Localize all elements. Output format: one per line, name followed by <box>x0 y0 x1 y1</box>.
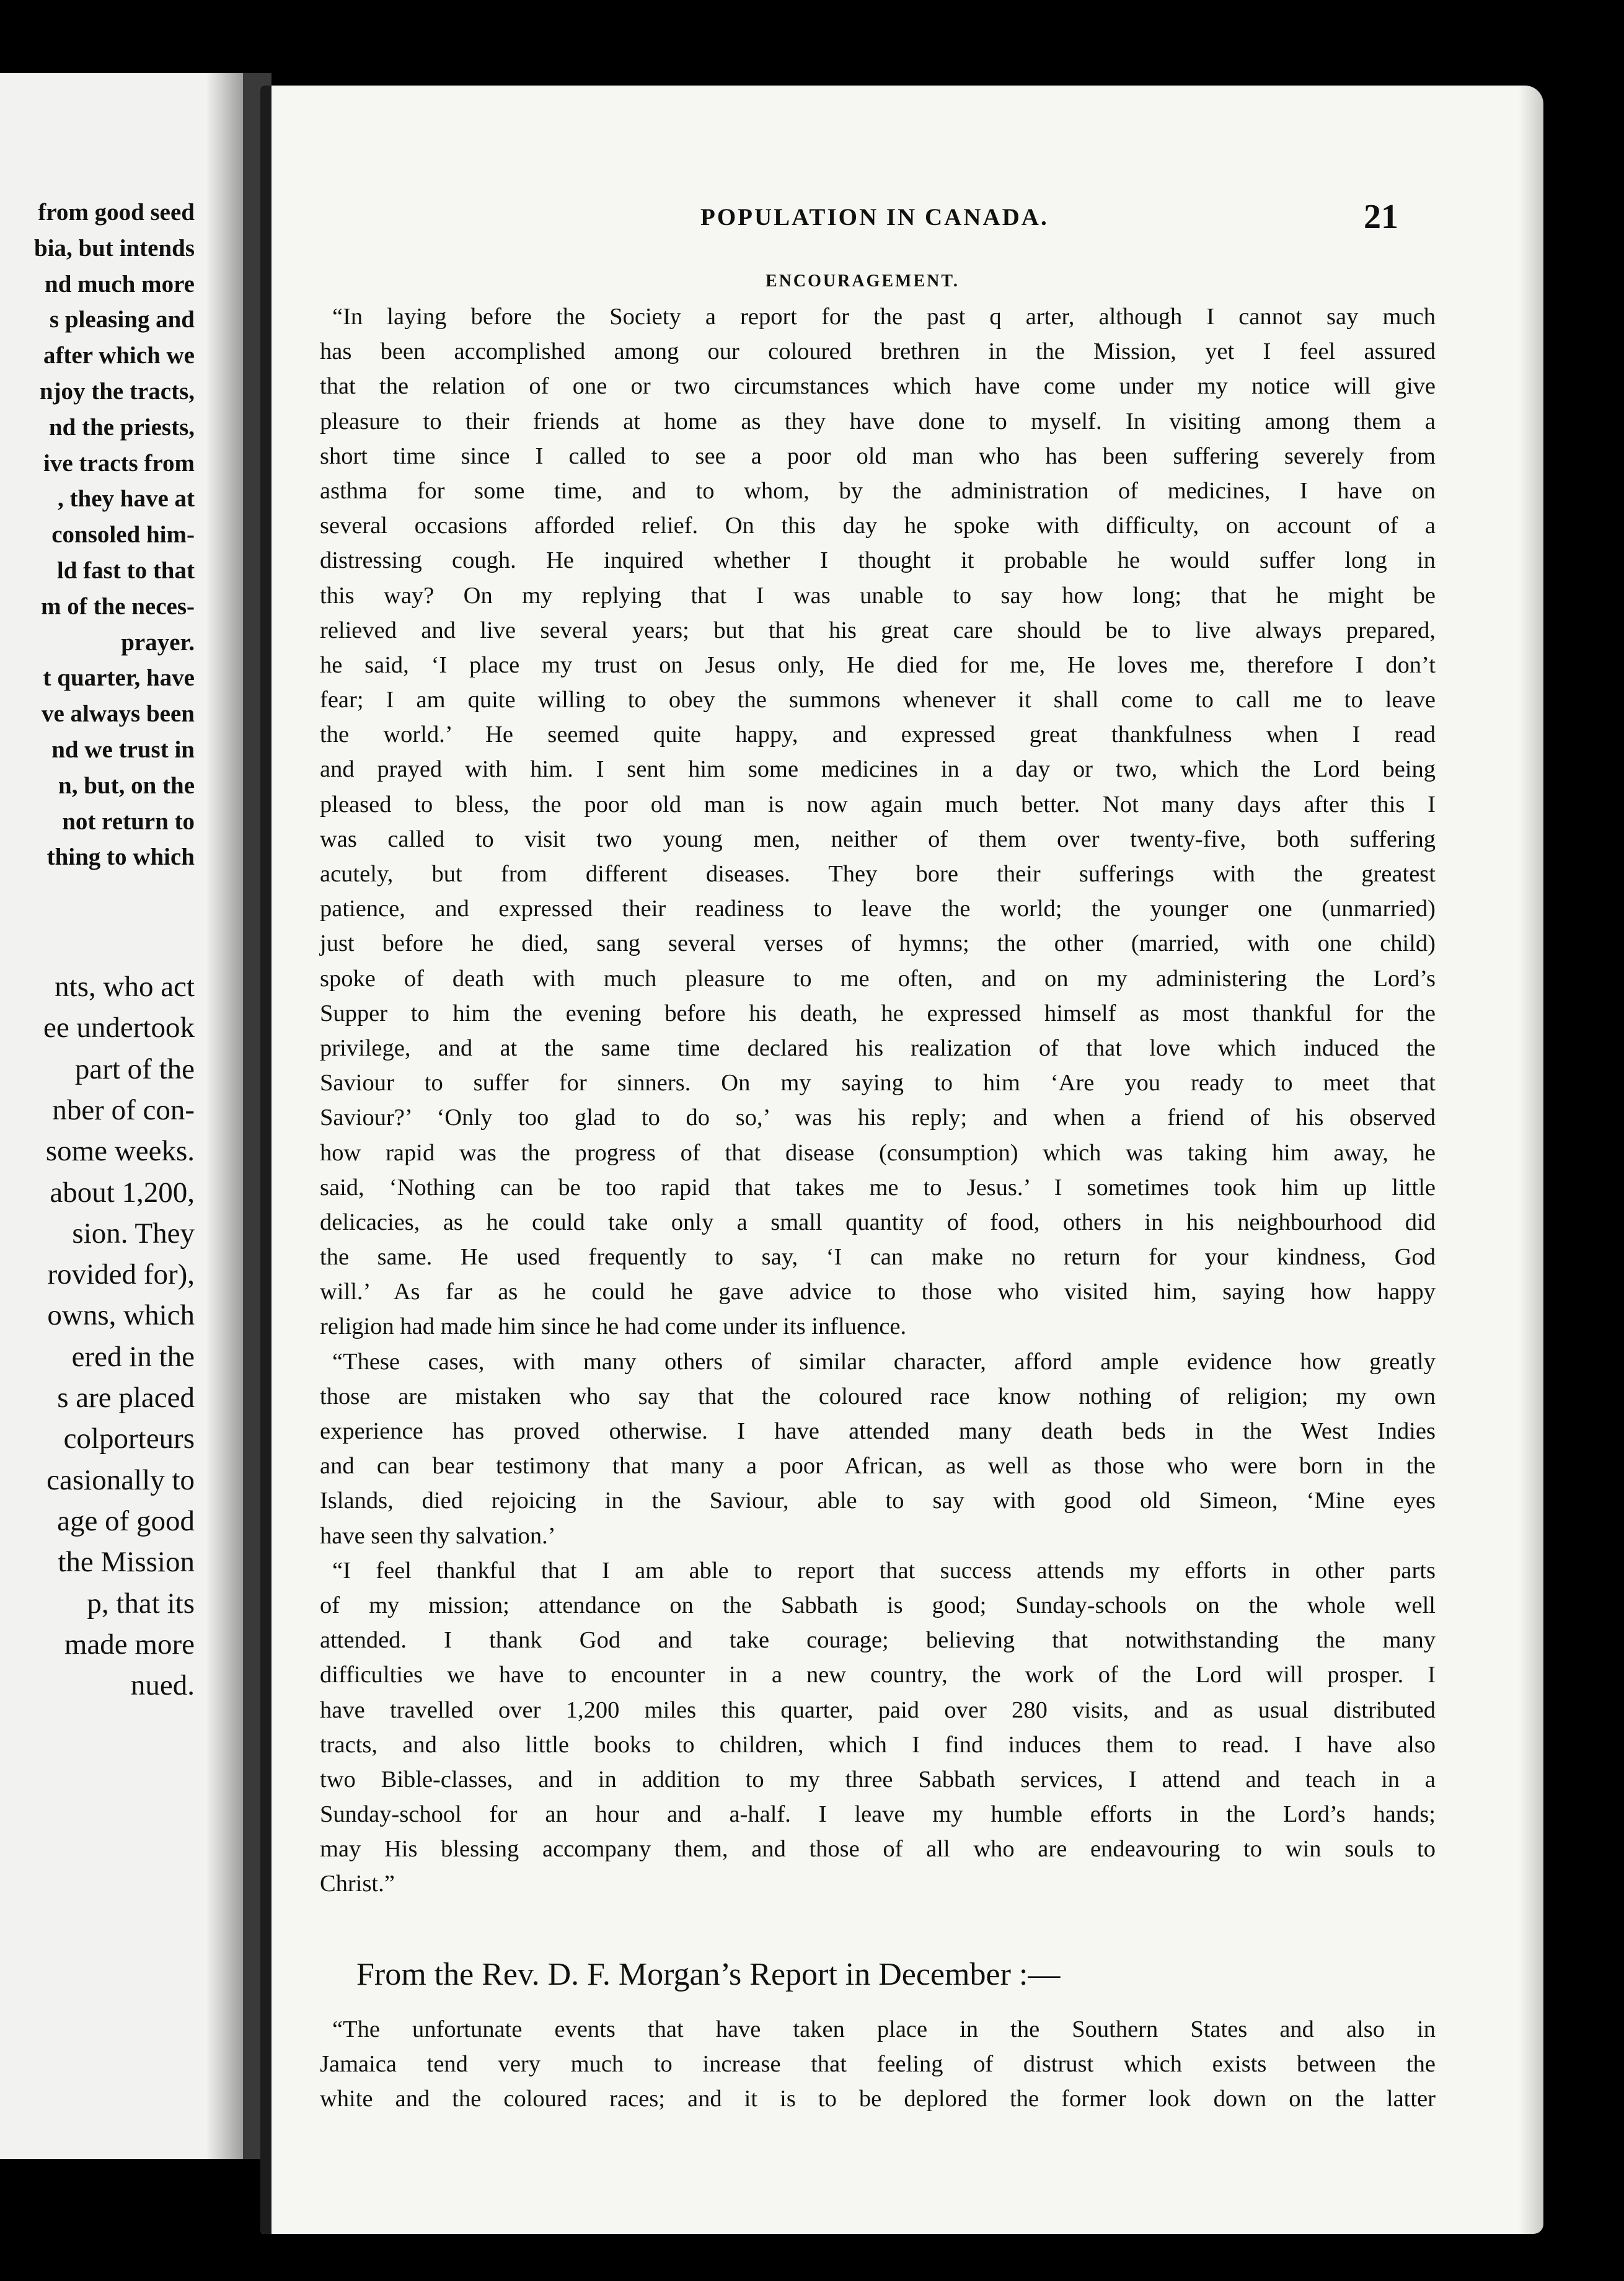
body-line: patience, and expressed their readiness to leave the world; the younger one (unmarried) <box>320 896 1436 922</box>
morgan-line: Jamaica tend very much to increase that feeling of distrust which exists between the <box>320 2051 1436 2078</box>
left-page-line: owns, which <box>47 1299 195 1332</box>
body-line: Islands, died rejoicing in the Saviour, able to say with good old Simeon, ‘Mine eyes <box>320 1488 1436 1514</box>
body-line: the same. He used frequently to say, ‘I can make no return for your kindness, God <box>320 1244 1436 1271</box>
body-line: acutely, but from different diseases. They bore their sufferings with the greatest <box>320 861 1436 887</box>
left-page-line: ered in the <box>71 1340 195 1373</box>
body-line: Supper to him the evening before his death, he expressed himself as most thankful for the <box>320 1000 1436 1026</box>
left-page-line: nd much more <box>45 270 195 298</box>
body-line: relieved and live several years; but that his great care should be to live always prepared, <box>320 617 1436 643</box>
page-edge-shadow <box>1519 86 1543 2234</box>
body-line: that the relation of one or two circumstances which have come under my notice will give <box>320 373 1436 400</box>
page-header <box>260 198 1543 247</box>
left-page-line: some weeks. <box>45 1135 195 1168</box>
body-line: privilege, and at the same time declared his realization of that love which induced the <box>320 1035 1436 1061</box>
body-line: the world.’ He seemed quite happy, and expressed great thankfulness when I read <box>320 721 1436 748</box>
report-body <box>320 299 1436 1902</box>
left-page-line: n, but, on the <box>58 772 195 799</box>
morgan-report-body <box>320 2012 1436 2117</box>
left-page-line: nts, who act <box>55 971 195 1003</box>
body-line: experience has proved otherwise. I have attended many death beds in the West Indies <box>320 1418 1436 1444</box>
body-line: Sunday-school for an hour and a-half. I leave my humble efforts in the Lord’s hands; <box>320 1801 1436 1828</box>
body-line: attended. I thank God and take courage; believing that notwithstanding the many <box>320 1627 1436 1654</box>
morgan-report-heading: From the Rev. D. F. Morgan’s Report in December :— <box>356 1957 1061 1992</box>
left-gutter-shadow <box>206 73 243 2159</box>
left-page-line: age of good <box>57 1504 195 1537</box>
left-page-line: m of the neces- <box>41 593 195 620</box>
page-number: 21 <box>1364 198 1398 236</box>
body-line: delicacies, as he could take only a small quantity of food, others in his neighbourhood did <box>320 1209 1436 1235</box>
running-title: POPULATION IN CANADA. <box>700 204 1049 231</box>
body-line: several occasions afforded relief. On this day he spoke with difficulty, on account of a <box>320 513 1436 539</box>
body-line: and can bear testimony that many a poor African, as well as those who were born in the <box>320 1453 1436 1480</box>
left-page-line: s are placed <box>57 1382 195 1414</box>
left-page-line: thing to which <box>46 844 195 871</box>
body-line: was called to visit two young men, neither of them over twenty-five, both suffering <box>320 826 1436 852</box>
body-line: this way? On my replying that I was unable to say how long; that he might be <box>320 582 1436 609</box>
page-fold <box>260 86 271 2234</box>
body-line: asthma for some time, and to whom, by the administration of medicines, I have on <box>320 477 1436 504</box>
body-line: have seen thy salvation.’ <box>320 1522 556 1549</box>
left-page-line: rovided for), <box>47 1258 195 1291</box>
left-page-line: the Mission <box>58 1546 195 1579</box>
morgan-line: “The unfortunate events that have taken place in the Southern States and also in <box>332 2016 1436 2042</box>
left-page-line: colporteurs <box>63 1423 195 1455</box>
body-line: have travelled over 1,200 miles this quarter, paid over 280 visits, and as usual distributed <box>320 1696 1436 1723</box>
left-page-line: nber of con- <box>52 1093 195 1126</box>
left-page-line: ive tracts from <box>43 449 195 477</box>
left-page-line: nued. <box>130 1669 195 1702</box>
left-page-line: sion. They <box>72 1217 195 1250</box>
body-line: he said, ‘I place my trust on Jesus only, He died for me, He loves me, therefore I don’t <box>320 651 1436 678</box>
body-line: short time since I called to see a poor old man who has been suffering severely from <box>320 443 1436 469</box>
body-line: two Bible-classes, and in addition to my three Sabbath services, I attend and teach in a <box>320 1766 1436 1793</box>
body-line: religion had made him since he had come under its influence. <box>320 1313 907 1340</box>
body-line: “These cases, with many others of similar character, afford ample evidence how greatly <box>332 1348 1436 1375</box>
morgan-line: white and the coloured races; and it is to be deplored the former look down on the latter <box>320 2086 1436 2112</box>
left-page-line: part of the <box>74 1052 195 1085</box>
body-line: may His blessing accompany them, and those of all who are endeavouring to win souls to <box>320 1836 1436 1863</box>
body-line: how rapid was the progress of that disease (consumption) which was taking him away, he <box>320 1139 1436 1166</box>
body-line: pleasure to their friends at home as they have done to myself. In visiting among them a <box>320 408 1436 435</box>
body-line: “In laying before the Society a report for the past q arter, although I cannot say much <box>332 304 1436 330</box>
section-heading: ENCOURAGEMENT. <box>766 271 960 291</box>
body-line: Saviour?’ ‘Only too glad to do so,’ was his reply; and when a friend of his observed <box>320 1105 1436 1131</box>
body-line: Christ.” <box>320 1871 395 1897</box>
body-line: those are mistaken who say that the coloured race know nothing of religion; my own <box>320 1383 1436 1410</box>
left-page-line: bia, but intends <box>33 234 195 262</box>
left-page-line: casionally to <box>46 1463 195 1496</box>
right-page <box>260 86 1543 2234</box>
left-page-line: njoy the tracts, <box>39 378 195 405</box>
left-page-line: ve always been <box>42 700 195 728</box>
left-page-line: nd we trust in <box>51 736 195 763</box>
body-line: will.’ As far as he could he gave advice to those who visited him, saying how happy <box>320 1279 1436 1305</box>
left-page-line: consoled him- <box>51 521 195 549</box>
left-page-line: , they have at <box>58 485 195 513</box>
body-line: said, ‘Nothing can be too rapid that takes me to Jesus.’ I sometimes took him up little <box>320 1174 1436 1201</box>
left-page <box>0 73 247 2159</box>
body-line: has been accomplished among our coloured brethren in the Mission, yet I feel assured <box>320 338 1436 365</box>
left-page-line: not return to <box>62 808 195 835</box>
body-line: tracts, and also little books to children, which I find induces them to read. I have also <box>320 1731 1436 1758</box>
left-page-line: made more <box>64 1628 195 1661</box>
body-line: difficulties we have to encounter in a new country, the work of the Lord will prosper. I <box>320 1662 1436 1688</box>
body-line: fear; I am quite willing to obey the summons whenever it shall come to call me to leave <box>320 687 1436 713</box>
body-line: spoke of death with much pleasure to me often, and on my administering the Lord’s <box>320 965 1436 992</box>
body-line: “I feel thankful that I am able to report that success attends my efforts in other parts <box>332 1557 1436 1584</box>
left-page-line: t quarter, have <box>43 664 195 692</box>
body-line: of my mission; attendance on the Sabbath is good; Sunday-schools on the whole well <box>320 1592 1436 1618</box>
left-page-line: nd the priests, <box>48 413 195 441</box>
left-page-line: ld fast to that <box>56 557 195 584</box>
left-page-line: p, that its <box>87 1587 195 1620</box>
body-line: distressing cough. He inquired whether I thought it probable he would suffer long in <box>320 547 1436 574</box>
body-line: and prayed with him. I sent him some medicines in a day or two, which the Lord being <box>320 756 1436 783</box>
left-page-line: ee undertook <box>43 1012 195 1044</box>
body-line: just before he died, sang several verses of hymns; the other (married, with one child) <box>320 930 1436 957</box>
left-page-line: from good seed <box>38 199 195 226</box>
body-line: pleased to bless, the poor old man is now again much better. Not many days after this I <box>320 791 1436 818</box>
body-line: Saviour to suffer for sinners. On my saying to him ‘Are you ready to meet that <box>320 1070 1436 1096</box>
left-page-line: s pleasing and <box>49 306 195 333</box>
left-page-line: after which we <box>43 342 195 369</box>
left-page-line: about 1,200, <box>50 1176 195 1209</box>
left-page-line: prayer. <box>121 629 195 656</box>
